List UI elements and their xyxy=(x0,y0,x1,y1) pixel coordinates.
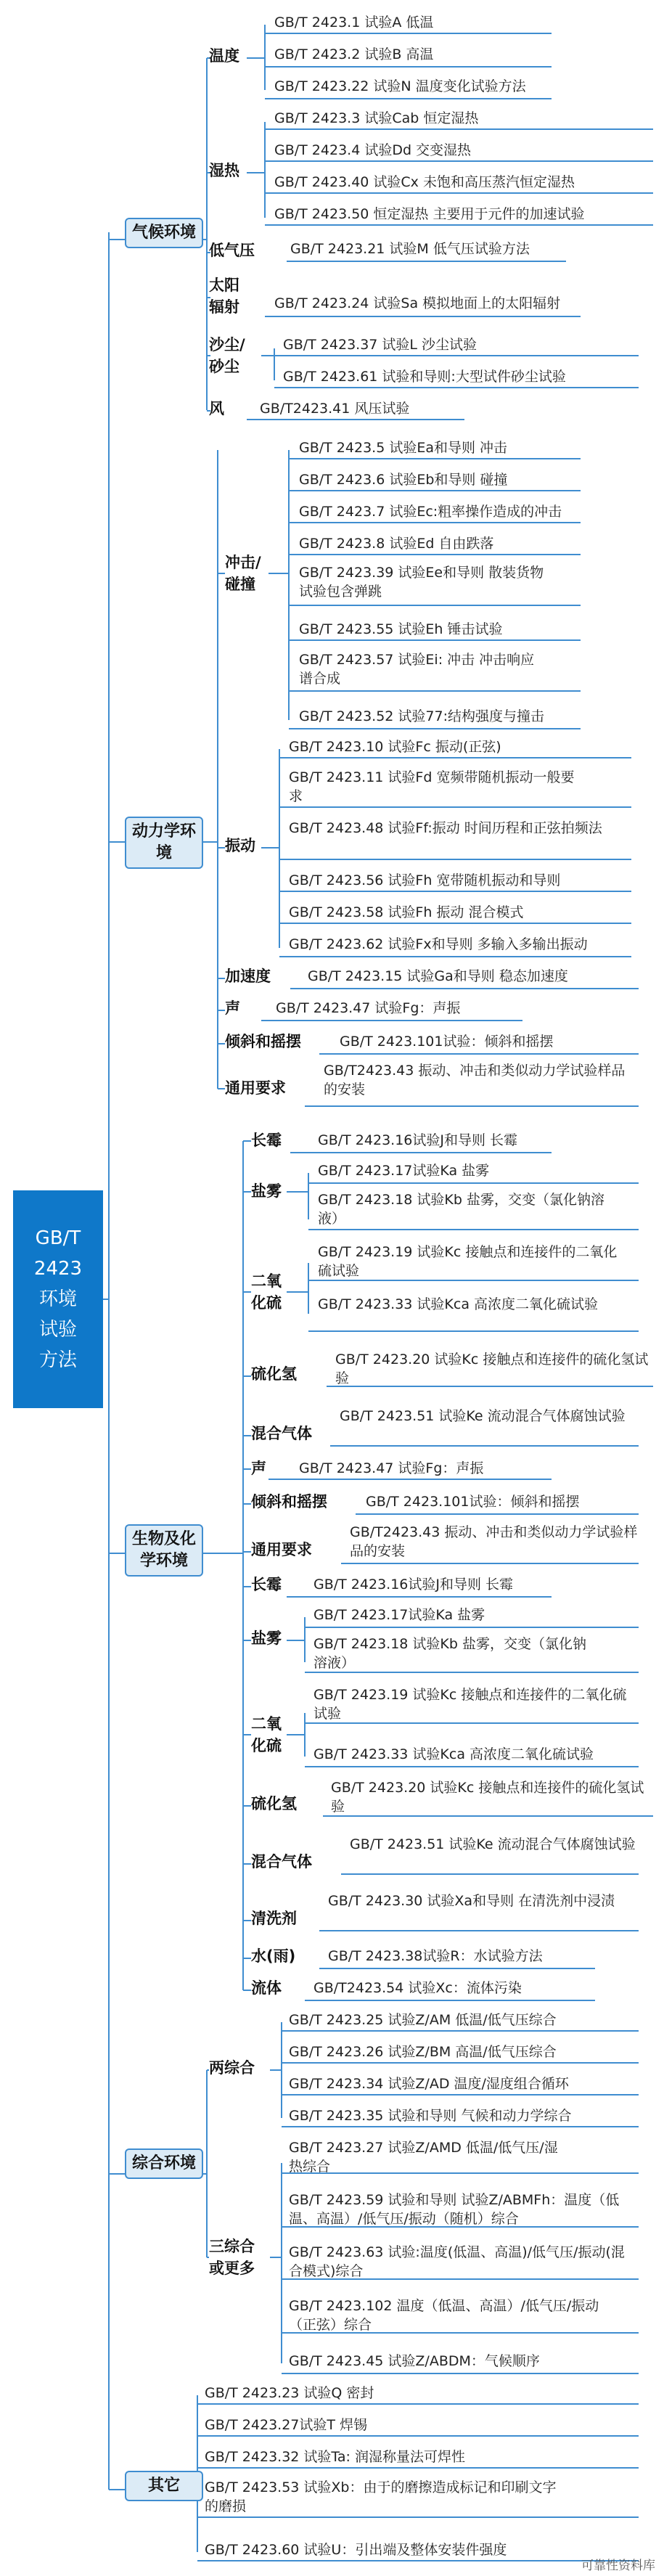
leaf-standard: GB/T 2423.18 试验Kb 盐雾，交变（氯化钠溶液） xyxy=(318,1192,604,1227)
leaf-standard: GB/T 2423.15 试验Ga和导则 稳态加速度 xyxy=(308,968,568,984)
branch-three-or-more xyxy=(209,2236,255,2279)
branch-so2 xyxy=(251,1270,282,1314)
leaf-standard: GB/T 2423.38试验R：水试验方法 xyxy=(328,1948,543,1964)
watermark-text: 可靠性资料库 xyxy=(581,2559,655,2573)
leaf-standard: GB/T 2423.21 试验M 低气压试验方法 xyxy=(290,241,530,257)
branch-label-line: 化硫 xyxy=(251,1737,282,1754)
branch-h2s: 硫化氢 xyxy=(251,1365,297,1383)
leaf-standard: GB/T 2423.18 试验Kb 盐雾，交变（氯化钠溶液） xyxy=(313,1636,586,1671)
leaf-standard: GB/T 2423.6 试验Eb和导则 碰撞 xyxy=(299,472,508,488)
category-label: 其它 xyxy=(147,2477,180,2495)
leaf-standard: GB/T 2423.61 试验和导则:大型试件砂尘试验 xyxy=(283,369,566,385)
leaf-standard: GB/T 2423.30 试验Xa和导则 在清洗剂中浸渍 xyxy=(328,1893,615,1909)
branch-mixed-gas: 混合气体 xyxy=(251,1425,312,1442)
leaf-standard: GB/T 2423.20 试验Kc 接触点和连接件的硫化氢试验 xyxy=(335,1352,649,1386)
branch-humid-heat: 湿热 xyxy=(209,162,239,179)
leaf-standard: GB/T 2423.45 试验Z/ABDM：气候顺序 xyxy=(289,2353,540,2369)
leaf-standard: GB/T 2423.40 试验Cx 未饱和高压蒸汽恒定湿热 xyxy=(274,174,575,190)
leaf-standard: GB/T 2423.26 试验Z/BM 高温/低气压综合 xyxy=(289,2044,557,2060)
branch-mixed-gas: 混合气体 xyxy=(251,1853,312,1870)
branch-label-line: 二氧 xyxy=(251,1272,282,1290)
leaf-standard: GB/T 2423.20 试验Kc 接触点和连接件的硫化氢试验 xyxy=(331,1780,644,1815)
leaf-standard: GB/T2423.43 振动、冲击和类似动力学试验样品的安装 xyxy=(350,1524,638,1559)
branch-low-pressure: 低气压 xyxy=(209,242,255,259)
leaf-standard: GB/T 2423.58 试验Fh 振动 混合模式 xyxy=(289,904,524,920)
category-label: 动力学环境 xyxy=(131,822,196,862)
branch-sound: 声 xyxy=(251,1460,266,1477)
leaf-standard: GB/T 2423.2 试验B 高温 xyxy=(274,46,434,62)
leaf-standard: GB/T 2423.35 试验和导则 气候和动力学综合 xyxy=(289,2108,572,2124)
leaf-standard: GB/T 2423.101试验：倾斜和摇摆 xyxy=(366,1494,580,1510)
leaf-standard: GB/T 2423.22 试验N 温度变化试验方法 xyxy=(274,78,526,94)
branch-sound: 声 xyxy=(225,999,240,1017)
branch-h2s: 硫化氢 xyxy=(251,1795,297,1812)
branch-label-line: 或更多 xyxy=(209,2260,255,2277)
branch-cleaning-agent: 清洗剂 xyxy=(251,1910,297,1927)
leaf-standard: GB/T 2423.27 试验Z/AMD 低温/低气压/湿热综合 xyxy=(289,2140,558,2175)
leaf-standard: GB/T 2423.8 试验Ed 自由跌落 xyxy=(299,536,494,552)
leaf-standard: GB/T 2423.16试验J和导则 长霉 xyxy=(318,1132,518,1148)
branch-tilt: 倾斜和摇摆 xyxy=(225,1033,301,1050)
category-other xyxy=(125,2471,203,2501)
branch-fluid: 流体 xyxy=(251,1979,282,1997)
leaf-standard: GB/T 2423.19 试验Kc 接触点和连接件的二氧化硫试验 xyxy=(318,1244,618,1279)
leaf-standard: GB/T 2423.33 试验Kca 高浓度二氧化硫试验 xyxy=(318,1296,599,1312)
leaf-standard: GB/T 2423.102 温度（低温、高温）/低气压/振动（正弦）综合 xyxy=(289,2298,599,2333)
leaf-standard: GB/T 2423.52 试验77:结构强度与撞击 xyxy=(299,708,544,724)
branch-salt-fog: 盐雾 xyxy=(251,1182,282,1200)
branch-mold: 长霉 xyxy=(251,1132,282,1149)
leaf-standard: GB/T 2423.3 试验Cab 恒定湿热 xyxy=(274,110,479,126)
leaf-standard: GB/T 2423.39 试验Ee和导则 散装货物试验包含弹跳 xyxy=(299,565,544,600)
category-label: 综合环境 xyxy=(131,2154,196,2172)
root-title-line: GB/T xyxy=(35,1227,81,1249)
branch-label-line: 太阳 xyxy=(209,277,239,294)
branch-label-line: 砂尘 xyxy=(209,358,239,375)
branch-vibration: 振动 xyxy=(225,837,255,854)
branch-mold: 长霉 xyxy=(251,1576,282,1593)
leaf-standard: GB/T 2423.7 试验Ec:粗率操作造成的冲击 xyxy=(299,504,562,520)
leaf-standard: GB/T 2423.24 试验Sa 模拟地面上的太阳辐射 xyxy=(274,295,561,311)
branch-label-line: 冲击/ xyxy=(225,554,261,571)
branch-label-line: 辐射 xyxy=(209,298,239,316)
branch-water-rain: 水(雨) xyxy=(251,1947,296,1965)
leaf-standard: GB/T 2423.57 试验Ei: 冲击 冲击响应谱合成 xyxy=(299,652,535,687)
leaf-standard: GB/T2423.43 振动、冲击和类似动力学试验样品的安装 xyxy=(324,1063,626,1097)
leaf-standard: GB/T 2423.5 试验Ea和导则 冲击 xyxy=(299,440,508,456)
category-label: 生物及化学环境 xyxy=(131,1530,196,1570)
leaf-standard: GB/T 2423.25 试验Z/AM 低温/低气压综合 xyxy=(289,2012,557,2028)
leaf-standard: GB/T 2423.63 试验:温度(低温、高温)/低气压/振动(混合模式)综合 xyxy=(289,2244,625,2279)
branch-general: 通用要求 xyxy=(225,1079,286,1097)
leaf-standard: GB/T 2423.47 试验Fg：声振 xyxy=(276,1000,461,1016)
leaf-standard: GB/T 2423.59 试验和导则 试验Z/ABMFh：温度（低温、高温）/低气压/振动（随机）综合 xyxy=(289,2192,620,2227)
branch-label-line: 化硫 xyxy=(251,1294,282,1312)
root-title-line: 环境 xyxy=(38,1288,77,1310)
leaf-standard: GB/T 2423.62 试验Fx和导则 多输入多输出振动 xyxy=(289,936,588,952)
leaf-standard: GB/T 2423.32 试验Ta: 润湿称量法可焊性 xyxy=(205,2449,465,2465)
branch-impact xyxy=(225,552,261,595)
category-bio-chem xyxy=(125,1524,203,1577)
leaf-standard: GB/T 2423.4 试验Dd 交变湿热 xyxy=(274,142,472,158)
category-climate xyxy=(125,218,203,248)
leaf-standard: GB/T 2423.48 试验Ff:振动 时间历程和正弦拍频法 xyxy=(289,820,602,836)
leaf-standard: GB/T 2423.11 试验Fd 宽频带随机振动一般要求 xyxy=(289,769,575,804)
leaf-standard: GB/T 2423.55 试验Eh 锤击试验 xyxy=(299,621,503,637)
leaf-standard: GB/T 2423.17试验Ka 盐雾 xyxy=(318,1163,490,1179)
branch-label-line: 二氧 xyxy=(251,1715,282,1733)
branch-label-line: 碰撞 xyxy=(225,576,255,593)
branch-general: 通用要求 xyxy=(251,1541,312,1558)
branch-label-line: 三综合 xyxy=(209,2238,255,2255)
category-label: 气候环境 xyxy=(131,224,196,242)
leaf-standard: GB/T 2423.37 试验L 沙尘试验 xyxy=(283,337,477,353)
branch-wind: 风 xyxy=(209,400,224,417)
branch-label-line: 沙尘/ xyxy=(209,336,245,353)
branch-sand-dust xyxy=(209,334,245,377)
leaf-standard: GB/T 2423.101试验：倾斜和摇摆 xyxy=(340,1034,554,1050)
root-title-line: 方法 xyxy=(38,1349,77,1371)
category-combined xyxy=(125,2148,203,2179)
branch-acceleration: 加速度 xyxy=(225,968,271,985)
leaf-standard: GB/T 2423.56 试验Fh 宽带随机振动和导则 xyxy=(289,872,561,888)
leaf-standard: GB/T 2423.23 试验Q 密封 xyxy=(205,2385,374,2401)
leaf-standard: GB/T 2423.53 试验Xb：由于的磨擦造成标记和印刷文字的磨损 xyxy=(205,2479,557,2514)
leaf-standard: GB/T 2423.34 试验Z/AD 温度/湿度组合循环 xyxy=(289,2076,569,2092)
leaf-standard: GB/T 2423.60 试验U：引出端及整体安装件强度 xyxy=(205,2542,507,2558)
branch-tilt: 倾斜和摇摆 xyxy=(251,1493,327,1510)
leaf-standard: GB/T 2423.51 试验Ke 流动混合气体腐蚀试验 xyxy=(340,1408,626,1424)
leaf-standard: GB/T 2423.19 试验Kc 接触点和连接件的二氧化硫试验 xyxy=(313,1687,627,1722)
leaf-standard: GB/T 2423.33 试验Kca 高浓度二氧化硫试验 xyxy=(313,1746,594,1762)
leaf-standard: GB/T 2423.47 试验Fg：声振 xyxy=(299,1460,484,1476)
leaf-standard: GB/T2423.54 试验Xc：流体污染 xyxy=(313,1980,522,1996)
branch-temperature: 温度 xyxy=(209,47,239,65)
category-dynamics xyxy=(125,817,203,869)
root-title-line: 2423 xyxy=(33,1258,83,1280)
leaf-standard: GB/T 2423.16试验J和导则 长霉 xyxy=(313,1577,514,1592)
branch-solar xyxy=(209,274,239,318)
branch-so2 xyxy=(251,1713,282,1757)
branch-two-combined: 两综合 xyxy=(209,2059,255,2077)
leaf-standard: GB/T 2423.51 试验Ke 流动混合气体腐蚀试验 xyxy=(350,1836,636,1852)
leaf-standard: GB/T 2423.27试验T 焊锡 xyxy=(205,2417,368,2433)
leaf-standard: GB/T 2423.50 恒定湿热 主要用于元件的加速试验 xyxy=(274,206,585,222)
leaf-standard: GB/T2423.41 风压试验 xyxy=(260,401,410,417)
root-title-line: 试验 xyxy=(38,1319,77,1341)
root-node xyxy=(13,1190,103,1408)
branch-salt-fog: 盐雾 xyxy=(251,1630,282,1647)
leaf-standard: GB/T 2423.17试验Ka 盐雾 xyxy=(313,1607,485,1623)
leaf-standard: GB/T 2423.10 试验Fc 振动(正弦) xyxy=(289,739,501,755)
leaf-standard: GB/T 2423.1 试验A 低温 xyxy=(274,15,434,30)
